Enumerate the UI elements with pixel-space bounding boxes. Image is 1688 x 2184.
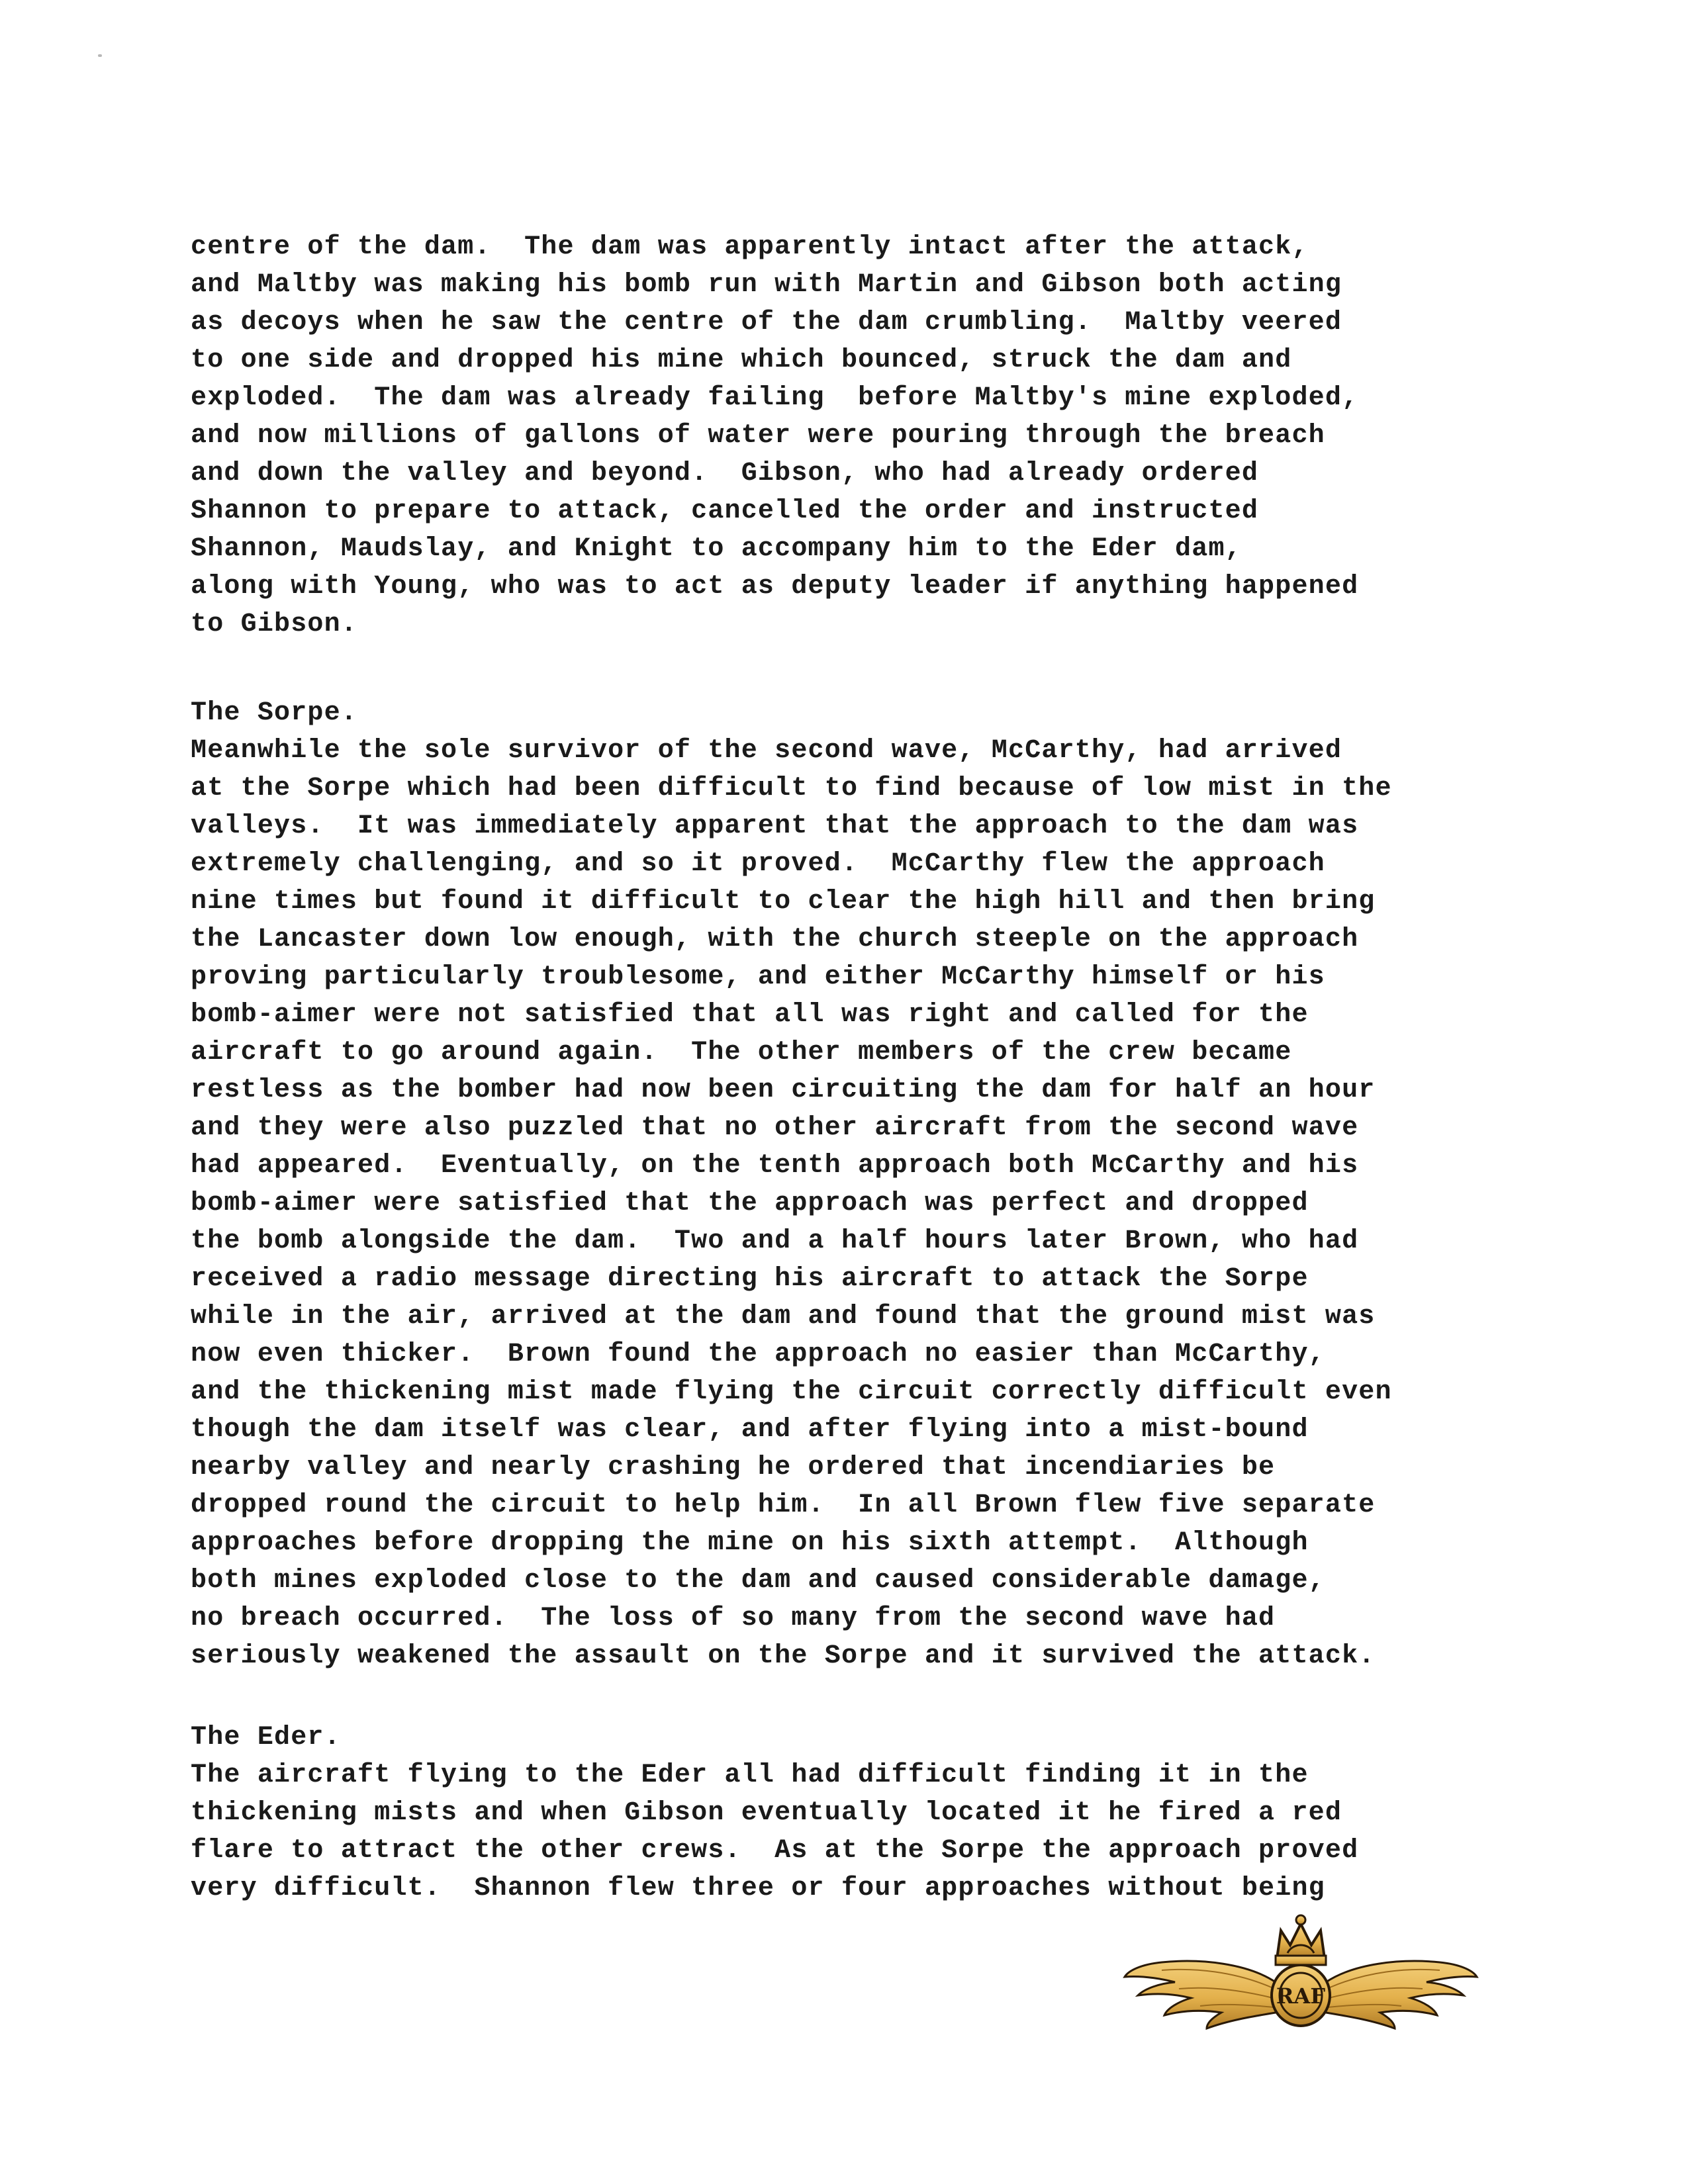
eder-heading: The Eder.: [191, 1723, 341, 1752]
text-line: to one side and dropped his mine which bounced, struck the dam and: [191, 345, 1292, 375]
text-line: flare to attract the other crews. As at the Sorpe the approach proved: [191, 1836, 1359, 1866]
raf-monogram: RAF: [1276, 1983, 1326, 2009]
intro-paragraph: [191, 228, 1488, 643]
text-line: nearby valley and nearly crashing he ordered that incendiaries be: [191, 1453, 1276, 1482]
text-line: very difficult. Shannon flew three or four approaches without being: [191, 1874, 1325, 1903]
text-line: aircraft to go around again. The other members of the crew became: [191, 1038, 1292, 1068]
text-line: both mines exploded close to the dam and caused considerable damage,: [191, 1566, 1325, 1596]
left-wing: [1125, 1961, 1276, 2028]
text-line: seriously weakened the assault on the Sorpe and it survived the attack.: [191, 1641, 1376, 1671]
text-line: thickening mists and when Gibson eventually located it he fired a red: [191, 1798, 1342, 1828]
text-line: while in the air, arrived at the dam and found that the ground mist was: [191, 1302, 1376, 1332]
text-line: though the dam itself was clear, and after flying into a mist-bound: [191, 1415, 1309, 1445]
text-line: bomb-aimer were not satisfied that all was right and called for the: [191, 1000, 1309, 1030]
text-line: and Maltby was making his bomb run with Martin and Gibson both acting: [191, 270, 1342, 300]
text-line: exploded. The dam was already failing before Maltby's mine exploded,: [191, 383, 1359, 413]
text-line: centre of the dam. The dam was apparently intact after the attack,: [191, 232, 1309, 262]
text-line: extremely challenging, and so it proved. McCarthy flew the approach: [191, 849, 1325, 879]
text-line: approaches before dropping the mine on his sixth attempt. Although: [191, 1528, 1309, 1558]
text-line: proving particularly troublesome, and either McCarthy himself or his: [191, 962, 1325, 992]
text-line: along with Young, who was to act as deputy leader if anything happened: [191, 572, 1359, 602]
text-line: The aircraft flying to the Eder all had difficult finding it in the: [191, 1760, 1309, 1790]
text-line: the bomb alongside the dam. Two and a half hours later Brown, who had: [191, 1226, 1359, 1256]
text-line: the Lancaster down low enough, with the church steeple on the approach: [191, 925, 1359, 954]
scan-speck: [98, 54, 102, 57]
text-line: and down the valley and beyond. Gibson, who had already ordered: [191, 459, 1259, 488]
text-line: and the thickening mist made flying the circuit correctly difficult even: [191, 1377, 1392, 1407]
text-line: no breach occurred. The loss of so many from the second wave had: [191, 1604, 1276, 1633]
text-line: now even thicker. Brown found the approach no easier than McCarthy,: [191, 1340, 1325, 1369]
text-line: at the Sorpe which had been difficult to find because of low mist in the: [191, 774, 1392, 803]
text-line: received a radio message directing his aircraft to attack the Sorpe: [191, 1264, 1309, 1294]
sorpe-heading: The Sorpe.: [191, 698, 358, 728]
text-line: restless as the bomber had now been circuiting the dam for half an hour: [191, 1075, 1376, 1105]
text-line: dropped round the circuit to help him. In all Brown flew five separate: [191, 1490, 1376, 1520]
text-line: nine times but found it difficult to clear the high hill and then bring: [191, 887, 1376, 917]
eder-section: [191, 1719, 1488, 1907]
sorpe-section: [191, 694, 1488, 1675]
text-line: Shannon to prepare to attack, cancelled the order and instructed: [191, 496, 1259, 526]
text-line: valleys. It was immediately apparent that the approach to the dam was: [191, 811, 1359, 841]
crown-icon: [1276, 1915, 1326, 1965]
text-line: bomb-aimer were satisfied that the approach was perfect and dropped: [191, 1189, 1309, 1218]
text-line: as decoys when he saw the centre of the dam crumbling. Maltby veered: [191, 308, 1342, 338]
text-line: Meanwhile the sole survivor of the second wave, McCarthy, had arrived: [191, 736, 1342, 766]
right-wing: [1326, 1961, 1477, 2028]
text-line: Shannon, Maudslay, and Knight to accompany him to the Eder dam,: [191, 534, 1242, 564]
text-line: and they were also puzzled that no other aircraft from the second wave: [191, 1113, 1359, 1143]
text-line: and now millions of gallons of water were pouring through the breach: [191, 421, 1325, 451]
raf-pilot-wings-icon: [1122, 1889, 1479, 2042]
central-wreath: [1272, 1965, 1330, 2026]
text-line: to Gibson.: [191, 610, 358, 639]
text-line: had appeared. Eventually, on the tenth approach both McCarthy and his: [191, 1151, 1359, 1181]
